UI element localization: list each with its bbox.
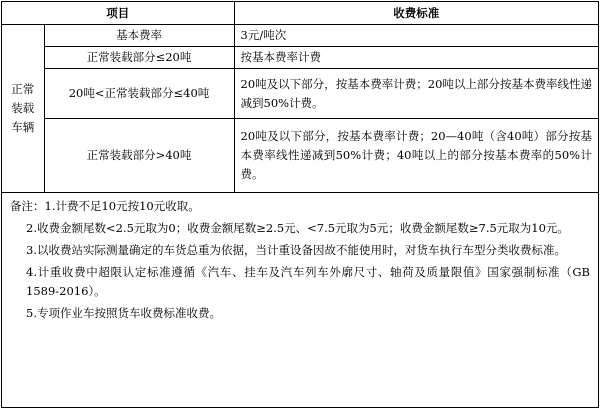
- condition-cell: 20吨<正常装载部分≤40吨: [44, 69, 234, 119]
- table-row: [2, 25, 598, 47]
- note-item: 2.收费金额尾数<2.5元取为0；收费金额尾数≥2.5元、<7.5元取为5元；收费金额尾数≥7.5元取为10元。: [26, 221, 569, 235]
- standard-cell: 20吨及以下部分，按基本费率计费；20吨以上部分按基本费率线性递减到50%计费。: [234, 69, 598, 119]
- condition-cell: 正常装载部分>40吨: [44, 119, 234, 193]
- condition-cell: 正常装载部分≤20吨: [44, 47, 234, 69]
- notes-section: [2, 193, 598, 323]
- vehicle-type-cell: 正常装载车辆: [2, 25, 44, 193]
- standard-cell: 按基本费率计费: [234, 47, 598, 69]
- header-standard: 收费标准: [234, 2, 598, 25]
- condition-cell: 基本费率: [44, 25, 234, 47]
- table-row: [2, 119, 598, 193]
- standard-cell: 20吨及以下部分，按基本费率计费；20—40吨（含40吨）部分按基本费率线性递减到50%计费；40吨以上的部分按基本费率的50%计费。: [234, 119, 598, 193]
- note-item: 备注：1.计费不足10元按10元收取。: [10, 199, 200, 213]
- table-header-row: [2, 2, 598, 25]
- note-item: 4.计重收费中超限认定标准遵循《汽车、挂车及汽车列车外廓尺寸、轴荷及质量限值》国家强制标准（GB 1589-2016）。: [26, 265, 590, 298]
- standard-cell: 3元/吨次: [234, 25, 598, 47]
- table-row: [2, 69, 598, 119]
- fee-document: [1, 1, 599, 408]
- table-row: [2, 47, 598, 69]
- header-item: 项目: [2, 2, 234, 25]
- fee-table: [2, 2, 598, 193]
- note-item: 5.专项作业车按照货车收费标准收费。: [26, 306, 221, 320]
- note-item: 3.以收费站实际测量确定的车货总重为依据，当计重设备因故不能使用时，对货车执行车型分类收费标准。: [26, 243, 566, 257]
